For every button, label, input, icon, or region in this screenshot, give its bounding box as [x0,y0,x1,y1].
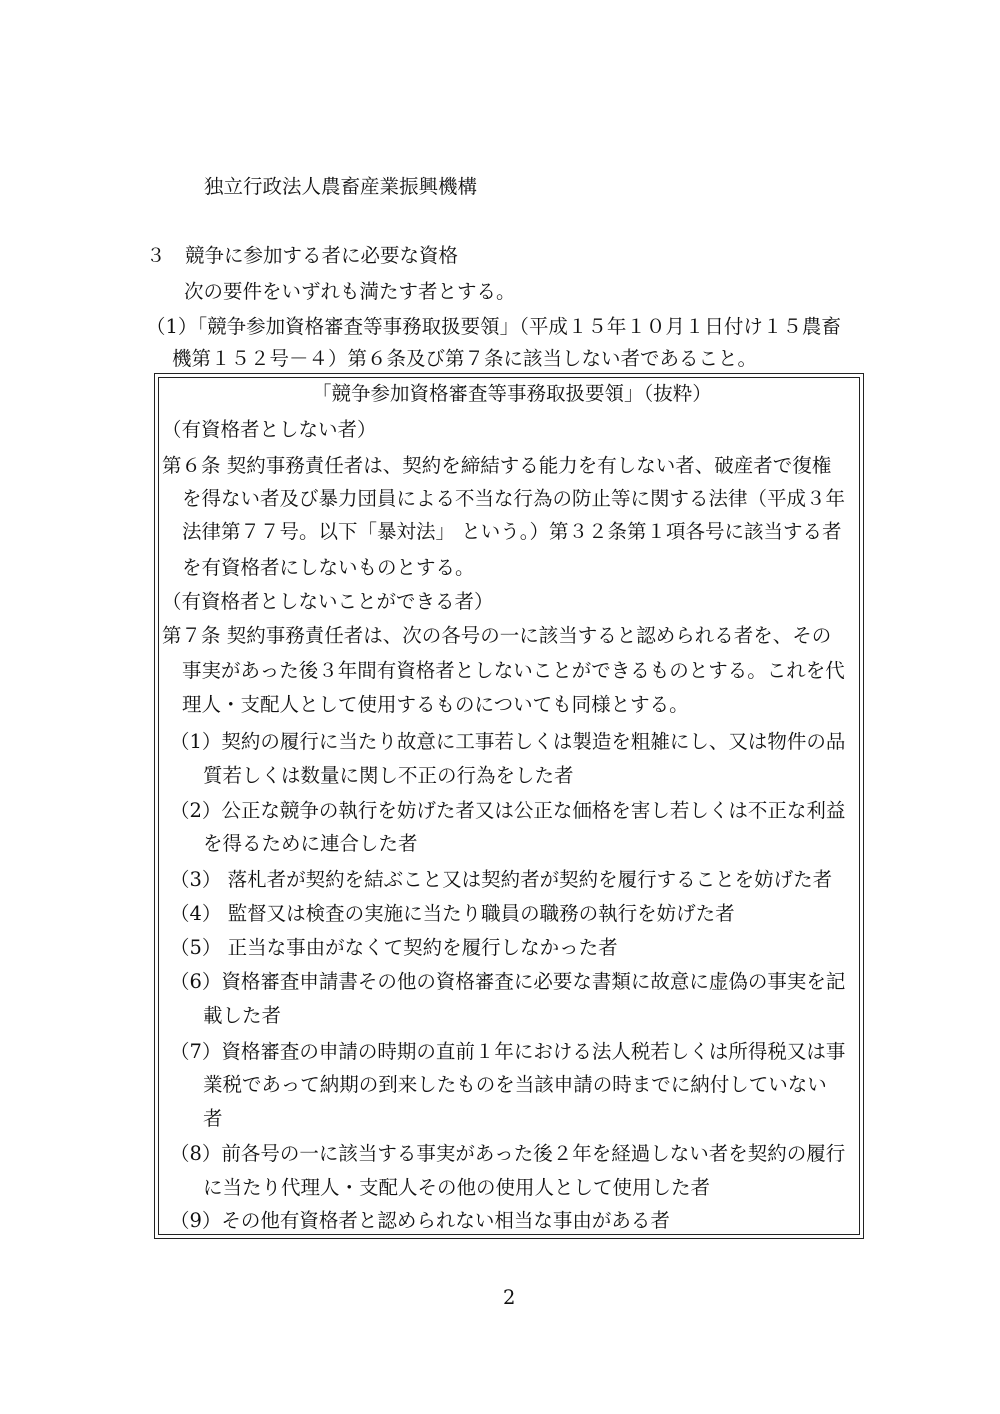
section-intro: 次の要件をいずれも満たす者とする。 [184,280,516,303]
article7-item-line: （7）資格審査の申請の時期の直前１年における法人税若しくは所得税又は事 [170,1040,846,1063]
requirement-item-line: （1）「競争参加資格審査等事務取扱要領」（平成１５年１０月１日付け１５農畜 [146,315,841,338]
article7-item-line: （2）公正な競争の執行を妨げた者又は公正な価格を害し若しくは不正な利益 [170,799,846,822]
article7-line: 第７条 契約事務責任者は、次の各号の一に該当すると認められる者を、その [162,624,832,647]
article7-item-line: 質若しくは数量に関し不正の行為をした者 [203,764,574,787]
article7-item-line: に当たり代理人・支配人その他の使用人として使用した者 [203,1176,711,1199]
excerpt-subheading: （有資格者としない者） [162,418,377,441]
article6-line: 第６条 契約事務責任者は、契約を締結する能力を有しない者、破産者で復権 [162,454,832,477]
article7-line: 理人・支配人として使用するものについても同様とする。 [182,693,689,716]
excerpt-title: 「競争参加資格審査等事務取扱要領」（抜粋） [312,382,712,405]
article7-item-line: 載した者 [203,1004,282,1027]
section-heading: ３ 競争に参加する者に必要な資格 [146,244,459,267]
requirement-item-line: 機第１５２号－４）第６条及び第７条に該当しない者であること。 [172,347,758,370]
article6-line: 法律第７７号。以下「暴対法」 という。）第３２条第１項各号に該当する者 [182,520,842,543]
page-number: 2 [503,1286,516,1309]
article7-item-line: （9）その他有資格者と認められない相当な事由がある者 [170,1209,670,1232]
article7-item-line: （5） 正当な事由がなくて契約を履行しなかった者 [170,936,618,959]
article7-line: 事実があった後３年間有資格者としないことができるものとする。これを代 [182,659,845,682]
article7-item-line: （4） 監督又は検査の実施に当たり職員の職務の執行を妨げた者 [170,902,735,925]
excerpt-subheading: （有資格者としないことができる者） [162,590,494,613]
article7-item-line: 業税であって納期の到来したものを当該申請の時までに納付していない [203,1073,827,1096]
article7-item-line: （8）前各号の一に該当する事実があった後２年を経過しない者を契約の履行 [170,1142,846,1165]
article7-item-line: （6）資格審査申請書その他の資格審査に必要な書類に故意に虚偽の事実を記 [170,970,846,993]
article7-item-line: （1）契約の履行に当たり故意に工事若しくは製造を粗雑にし、又は物件の品 [170,730,846,753]
article6-line: を得ない者及び暴力団員による不当な行為の防止等に関する法律（平成３年 [182,487,846,510]
article7-item-line: （3） 落札者が契約を結ぶこと又は契約者が契約を履行することを妨げた者 [170,868,833,891]
organization-name: 独立行政法人農畜産業振興機構 [204,175,478,198]
article6-line: を有資格者にしないものとする。 [182,556,475,579]
article7-item-line: を得るために連合した者 [203,832,418,855]
article7-item-line: 者 [203,1107,223,1130]
